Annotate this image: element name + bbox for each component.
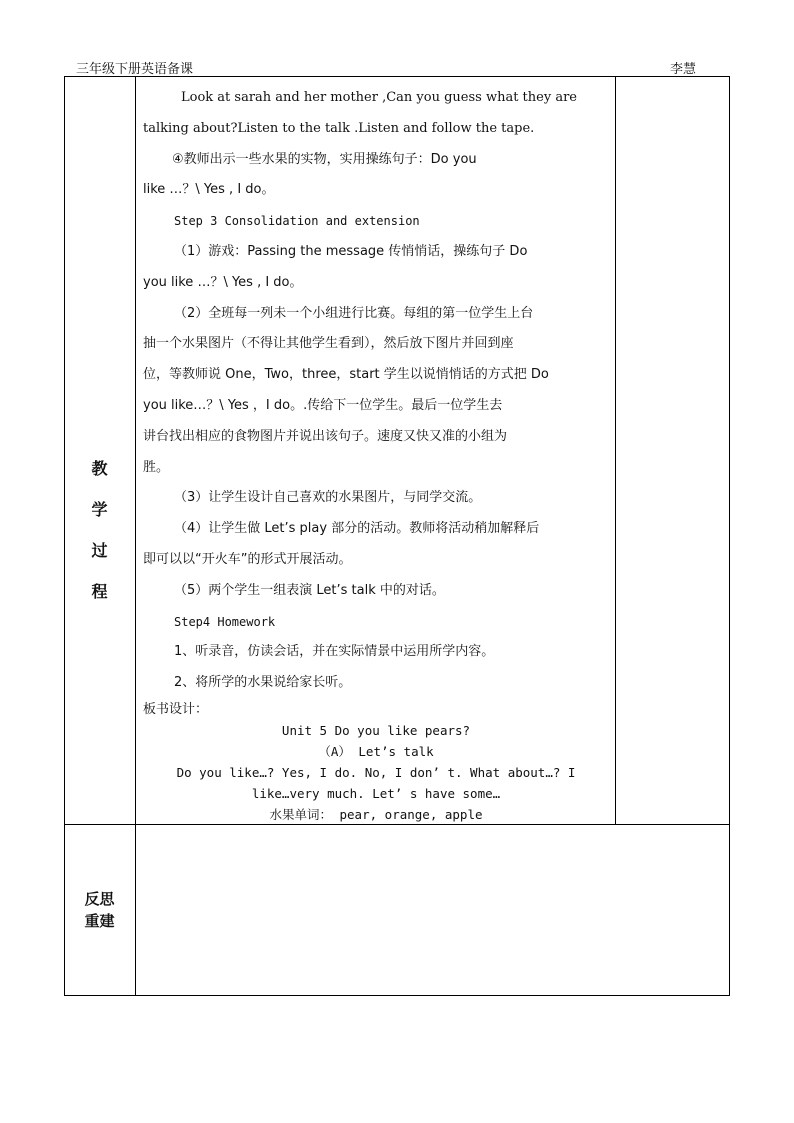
text-line: （2）全班每一列未一个小组进行比赛。每组的第一位学生上台 <box>174 305 534 321</box>
step-heading: Step4 Homework <box>174 614 276 629</box>
text-line: talking about?Listen to the talk .Listen and follow the tape. <box>143 120 535 136</box>
board-design-heading: 板书设计： <box>143 701 209 717</box>
text-line: ④教师出示一些水果的实物，实用操练句子：Do you <box>172 151 477 167</box>
text-line: you like …？\ Yes , I do。 <box>143 274 303 290</box>
text-line: 讲台找出相应的食物图片并说出该句子。速度又快又准的小组为 <box>143 428 508 444</box>
side-label-teaching-process: 教 学 过 程 <box>91 459 108 601</box>
text-line: 抽一个水果图片（不得让其他学生看到），然后放下图片并回到座 <box>143 336 514 352</box>
board-line: 水果单词： pear, orange, apple <box>269 807 483 822</box>
teaching-process-text <box>143 83 609 721</box>
text-line: （5）两个学生一组表演 Let’s talk 中的对话。 <box>174 582 445 598</box>
board-line: Do you like…? Yes, I do. No, I don’ t. What about…? I <box>176 765 576 780</box>
board-design <box>143 720 609 825</box>
text-line: （3）让学生设计自己喜欢的水果图片，与同学交流。 <box>174 490 482 506</box>
board-line: Unit 5 Do you like pears? <box>281 723 471 738</box>
side-label-reflection: 反思 重建 <box>84 890 115 930</box>
board-line: （A） Let’s talk <box>318 744 434 759</box>
text-line: Look at sarah and her mother ,Can you guess what they are <box>181 90 577 105</box>
text-line: 1、听录音，仿读会话，并在实际情景中运用所学内容。 <box>174 644 495 660</box>
board-line: like…very much. Let’ s have some… <box>251 786 501 801</box>
header-teacher-name: 李慧 <box>670 62 697 77</box>
text-line: 即可以以“开火车”的形式开展活动。 <box>143 551 352 567</box>
text-line: like …？\ Yes , I do。 <box>143 182 275 198</box>
table-column-divider-left <box>135 76 136 996</box>
table-column-divider-right <box>615 76 616 824</box>
step-heading: Step 3 Consolidation and extension <box>174 214 420 229</box>
text-line: you like…？\ Yes ，I do。.传给下一位学生。最后一位学生去 <box>143 397 503 413</box>
text-line: 位，等教师说 One，Two，three，start 学生以说悄悄话的方式把 Do <box>143 367 549 383</box>
text-line: 胜。 <box>143 459 170 475</box>
text-line: 2、将所学的水果说给家长听。 <box>174 675 352 691</box>
text-line: （4）让学生做 Let’s play 部分的活动。教师将活动稍加解释后 <box>174 521 540 537</box>
text-line: （1）游戏：Passing the message 传悄悄话，操练句子 Do <box>174 243 528 259</box>
header-course-title: 三年级下册英语备课 <box>76 62 194 77</box>
